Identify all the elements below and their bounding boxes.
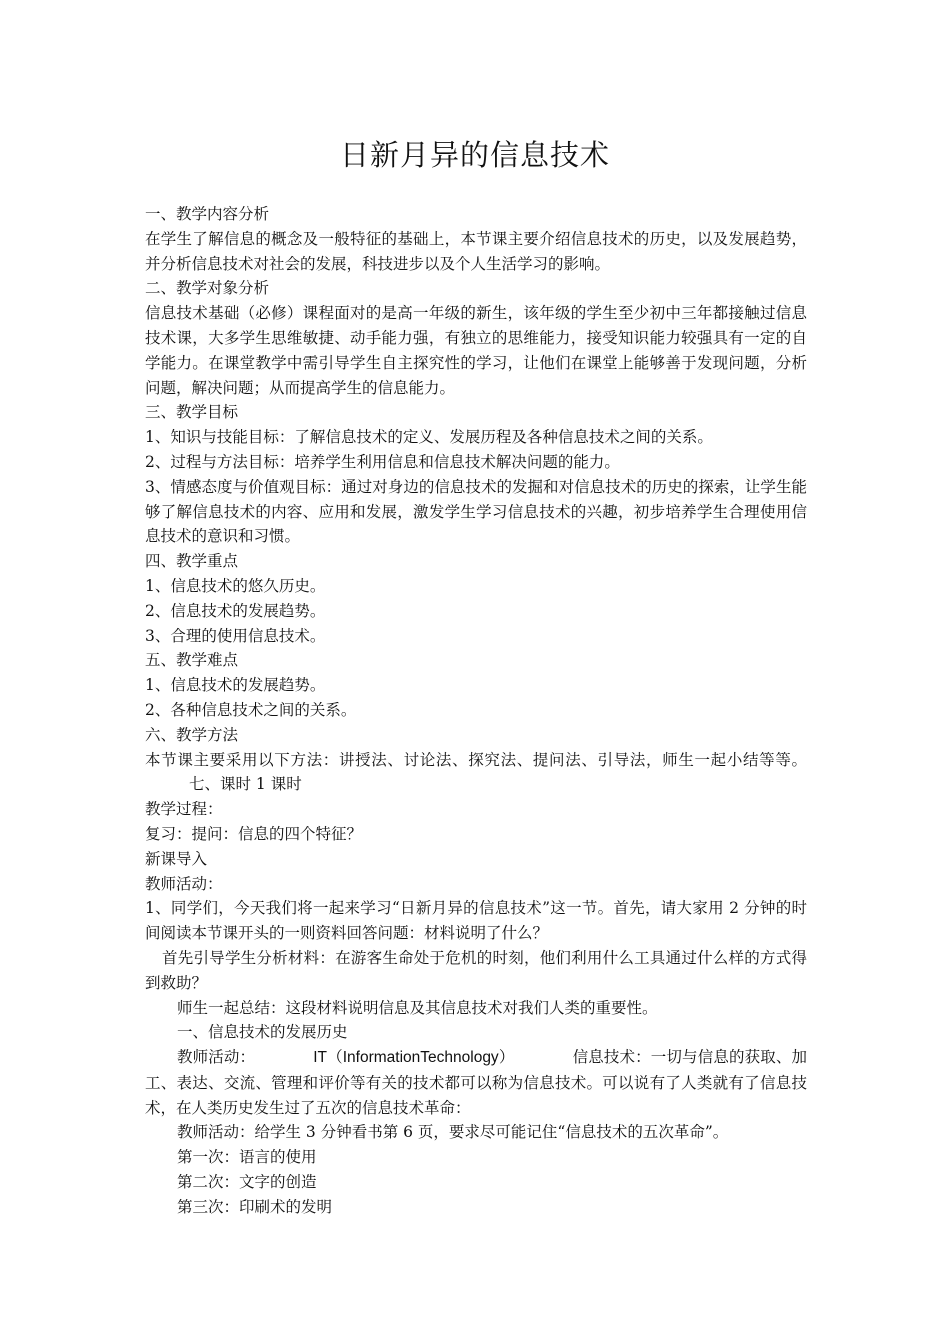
objective-item-2: 2、过程与方法目标：培养学生利用信息和信息技术解决问题的能力。 xyxy=(145,452,620,471)
step-1-text: 1、同学们，今天我们将一起来学习“日新月异的信息技术”这一节。首先，请大家用 2 分钟的时间阅读本节课开头的一则资料回答问题：材料说明了什么？ xyxy=(145,899,807,943)
section-heading-audience-analysis: 二、教学对象分析 xyxy=(145,279,270,298)
class-hours-text: 七、课时 1 课时 xyxy=(189,775,302,794)
it-teacher-label: 教师活动： xyxy=(177,1048,256,1067)
revolution-item-1: 第一次：语言的使用 xyxy=(177,1148,317,1167)
section-heading-difficulties: 五、教学难点 xyxy=(145,651,239,670)
reading-task-text: 教师活动：给学生 3 分钟看书第 6 页，要求尽可能记住“信息技术的五次革命”。 xyxy=(177,1123,729,1142)
summary-text: 师生一起总结：这段材料说明信息及其信息技术对我们人类的重要性。 xyxy=(177,998,658,1017)
paragraph-content-analysis: 在学生了解信息的概念及一般特征的基础上，本节课主要介绍信息技术的历史，以及发展趋势，并分析信息技术对社会的发展，科技进步以及个人生活学习的影响。 xyxy=(145,229,807,273)
section-heading-key-points: 四、教学重点 xyxy=(145,552,239,571)
part-1-heading: 一、信息技术的发展历史 xyxy=(177,1023,348,1042)
section-heading-content-analysis: 一、教学内容分析 xyxy=(145,205,270,223)
paragraph-audience-analysis: 信息技术基础（必修）课程面对的是高一年级的新生，该年级的学生至少初中三年都接触过信息技术课，大多学生思维敏捷、动手能力强，有独立的思维能力，接受知识能力较强具有一定的自学能力。在课堂教学中需引导学生自主探究性的学习，让他们在课堂上能够善于发现问题，分析问题，解决问题；从而提高学生的信息能力。 xyxy=(145,304,807,397)
revolution-item-2: 第二次：文字的创造 xyxy=(177,1173,317,1192)
document-body xyxy=(145,202,807,1220)
difficulty-item-2: 2、各种信息技术之间的关系。 xyxy=(145,700,357,719)
process-heading: 教学过程： xyxy=(145,800,223,819)
document-title: 日新月异的信息技术 xyxy=(339,138,610,172)
section-heading-methods: 六、教学方法 xyxy=(145,725,239,744)
it-definition-paragraph xyxy=(145,1045,807,1120)
revolution-item-3: 第三次：印刷术的发明 xyxy=(177,1197,333,1216)
objective-item-1: 1、知识与技能目标：了解信息技术的定义、发展历程及各种信息技术之间的关系。 xyxy=(145,428,713,447)
key-point-item-1: 1、信息技术的悠久历史。 xyxy=(145,576,326,595)
key-point-item-3: 3、合理的使用信息技术。 xyxy=(145,626,326,645)
guide-text: 首先引导学生分析材料：在游客生命处于危机的时刻，他们利用什么工具通过什么样的方式得到救助？ xyxy=(145,948,807,992)
it-definition-text: 信息技术：一切与信息的获取、加工、表达、交流、管理和评价等有关的技术都可以称为信息技术。可以说有了人类就有了信息技术，在人类历史发生过了五次的信息技术革命： xyxy=(145,1048,807,1117)
difficulty-item-1: 1、信息技术的发展趋势。 xyxy=(145,676,326,695)
methods-text: 本节课主要采用以下方法：讲授法、讨论法、探究法、提问法、引导法，师生一起小结等等。 xyxy=(145,750,807,769)
it-term: IT（InformationTechnology） xyxy=(313,1049,515,1067)
intro-heading: 新课导入 xyxy=(145,849,208,868)
teacher-activity-label: 教师活动： xyxy=(145,874,223,893)
paragraph-methods xyxy=(145,748,807,798)
key-point-item-2: 2、信息技术的发展趋势。 xyxy=(145,601,326,620)
review-text: 复习：提问：信息的四个特征？ xyxy=(145,824,363,843)
section-heading-objectives: 三、教学目标 xyxy=(145,403,239,422)
objective-item-3: 3、情感态度与价值观目标：通过对身边的信息技术的发掘和对信息技术的历史的探索，让学生能够了解信息技术的内容、应用和发展，激发学生学习信息技术的兴趣，初步培养学生合理使用信息技术的意识和习惯。 xyxy=(145,477,807,546)
